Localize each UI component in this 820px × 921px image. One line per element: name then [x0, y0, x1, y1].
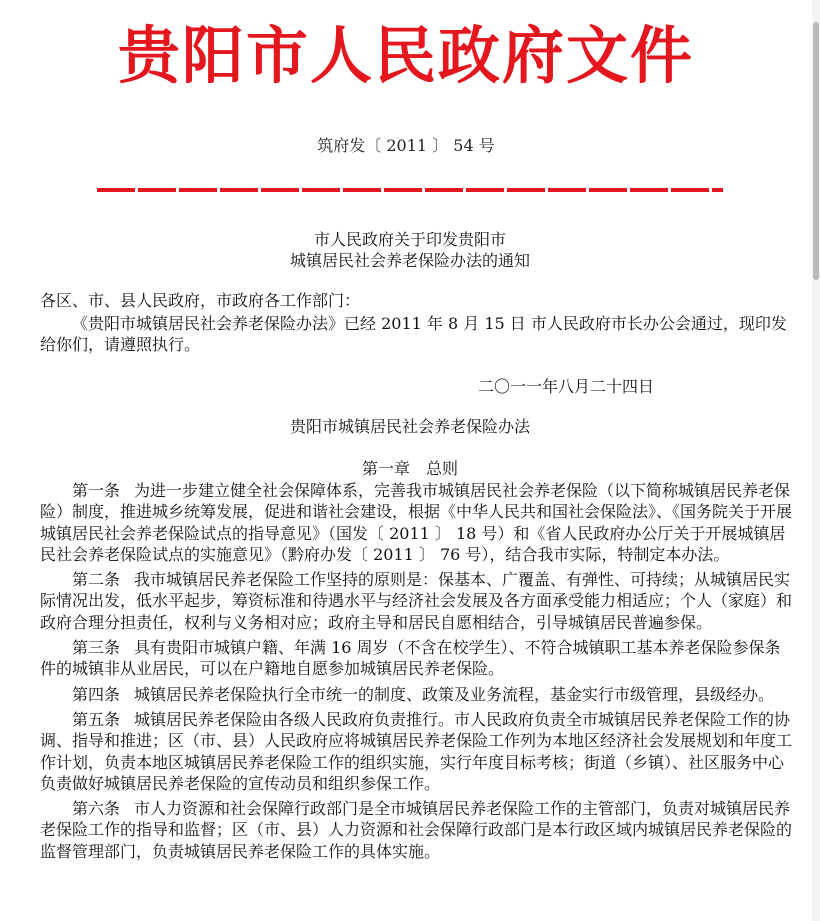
- article-text: 城镇居民养老保险执行全市统一的制度、政策及业务流程，基金实行市级管理，县级经办。: [134, 684, 775, 704]
- article-1: [40, 480, 792, 565]
- vertical-scrollbar[interactable]: [812, 0, 820, 921]
- article-number: 第一条: [72, 481, 121, 500]
- article-text: 为进一步建立健全社会保障体系，完善我市城镇居民社会养老保险（以下简称城镇居民养老保险）制度，推进城乡统筹发展，促进和谐社会建设，根据《中华人民共和国社会保险法》、《国务院关于开展城镇居民社会养老保险试点的指导意见》（国发〔 2011 〕 18 号）和《省人民政府办公厅关于开展城镇居民社会养老保险试点的实施意见》（黔府办发〔 2011 〕 76 号），结合我市实际，特制定本办法。: [40, 481, 793, 564]
- notice-title-line-1: 市人民政府关于印发贵阳市: [313, 230, 506, 249]
- article-number: 第二条: [72, 570, 121, 590]
- article-2: [40, 569, 792, 633]
- red-header-rule: [97, 188, 723, 192]
- article-4: [40, 684, 792, 705]
- article-number: 第四条: [72, 684, 121, 704]
- document-header-title: 贵阳市人民政府文件: [117, 19, 694, 92]
- notice-body: 《贵阳市城镇居民社会养老保险办法》已经 2011 年 8 月 15 日 市人民政府市长办公会通过，现印发给你们，请遵照执行。: [40, 314, 787, 355]
- notice-title-line-2: 城镇居民社会养老保险办法的通知: [289, 251, 530, 270]
- measures-title: 贵阳市城镇居民社会养老保险办法: [289, 417, 530, 436]
- article-list: [40, 480, 792, 866]
- issue-date: 二〇一一年八月二十四日: [477, 377, 654, 396]
- article-text: 市人力资源和社会保障行政部门是全市城镇居民养老保险工作的主管部门，负责对城镇居民养老保险工作的指导和监督；区（市、县）人力资源和社会保障行政部门是本行政区域内城镇居民养老保险的监督管理部门，负责城镇居民养老保险工作的具体实施。: [40, 799, 793, 861]
- chapter-heading: 第一章 总则: [361, 459, 458, 478]
- article-number: 第六条: [72, 799, 121, 819]
- article-5: [40, 709, 792, 794]
- scrollbar-thumb[interactable]: [813, 22, 819, 280]
- article-6: [40, 798, 792, 862]
- article-number: 第五条: [72, 709, 121, 729]
- addressee: 各区、市、县人民政府，市政府各工作部门：: [40, 291, 361, 310]
- document-number: 筑府发〔 2011 〕 54 号: [317, 136, 495, 155]
- article-text: 城镇居民养老保险由各级人民政府负责推行。市人民政府负责全市城镇居民养老保险工作的协调、指导和推进；区（市、县）人民政府应将城镇居民养老保险工作列为本地区经济社会发展规划和年度工作计划，负责本地区城镇居民养老保险工作的组织实施，实行年度目标考核；街道（乡镇）、社区服务中心负责做好城镇居民养老保险的宣传动员和组织参保工作。: [40, 709, 793, 793]
- article-3: [40, 637, 792, 680]
- article-number: 第三条: [72, 638, 121, 658]
- article-text: 具有贵阳市城镇户籍、年满 16 周岁（不含在校学生）、不符合城镇职工基本养老保险参保条件的城镇非从业居民，可以在户籍地自愿参加城镇居民养老保险。: [40, 638, 781, 679]
- article-text: 我市城镇居民养老保险工作坚持的原则是：保基本、广覆盖、有弹性、可持续；从城镇居民实际情况出发，低水平起步，筹资标准和待遇水平与经济社会发展及各方面承受能力相适应；个人（家庭）和政府合理分担责任，权利与义务相对应；政府主导和居民自愿相结合，引导城镇居民普遍参保。: [40, 570, 793, 632]
